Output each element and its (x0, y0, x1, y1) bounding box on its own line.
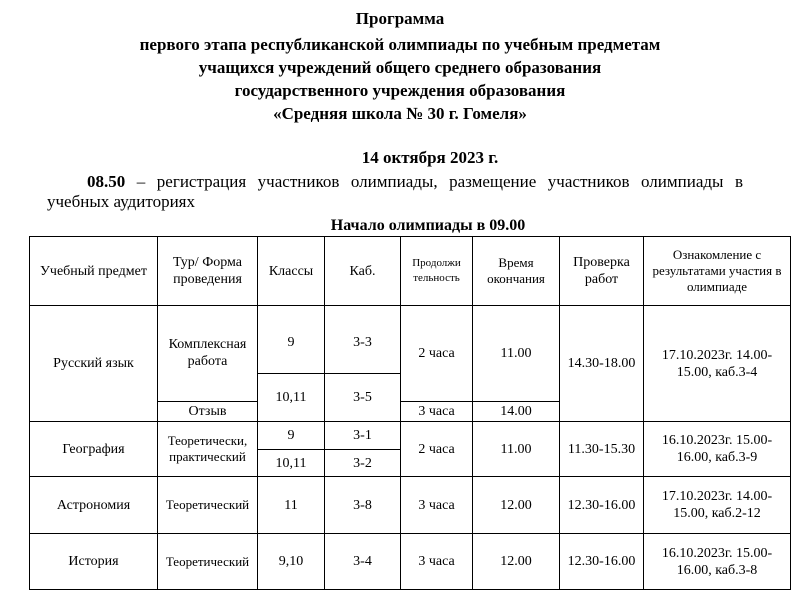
form-history: Теоретический (158, 534, 258, 590)
classes-astronomy: 11 (258, 477, 325, 534)
review-geography: 16.10.2023г. 15.00-16.00, каб.3-9 (644, 422, 791, 477)
header-end-time: Время окончания (473, 237, 560, 306)
duration-astronomy: 3 часа (401, 477, 473, 534)
check-geography: 11.30-15.30 (560, 422, 644, 477)
check-astronomy: 12.30-16.00 (560, 477, 644, 534)
start-note: Начало олимпиады в 09.00 (330, 217, 526, 234)
header-form: Тур/ Форма проведения (158, 237, 258, 306)
table-header-row (30, 237, 791, 306)
subject-geography: География (30, 422, 158, 477)
end-russian-b: 14.00 (473, 402, 560, 422)
duration-russian-a: 2 часа (401, 306, 473, 402)
title-line-4: государственного учреждения образования (234, 81, 566, 100)
header-room: Каб. (325, 237, 401, 306)
registration-text: – регистрация участников олимпиады, размещение участников олимпиады в учебных аудиториях (47, 172, 743, 211)
header-duration: Продолжи тельность (401, 237, 473, 306)
room-history: 3-4 (325, 534, 401, 590)
header-check: Проверка работ (560, 237, 644, 306)
schedule-table (29, 236, 791, 590)
subject-history: История (30, 534, 158, 590)
registration-time: 08.50 (87, 172, 126, 191)
title-line-1: Программа (355, 9, 445, 28)
classes-geography-a: 9 (258, 422, 325, 450)
form-russian-b: Отзыв (158, 402, 258, 422)
form-geography: Теоретически, практический (158, 422, 258, 477)
table-row (30, 306, 791, 374)
table-row (30, 477, 791, 534)
review-history: 16.10.2023г. 15.00-16.00, каб.3-8 (644, 534, 791, 590)
registration-note (47, 172, 743, 212)
room-russian-b: 3-5 (325, 374, 401, 422)
header-review: Ознакомление с результатами участия в олимпиаде (644, 237, 791, 306)
check-russian: 14.30-18.00 (560, 306, 644, 422)
header-subject: Учебный предмет (30, 237, 158, 306)
end-geography: 11.00 (473, 422, 560, 477)
end-russian-a: 11.00 (473, 306, 560, 402)
title-line-2: первого этапа республиканской олимпиады по учебным предметам (139, 35, 661, 54)
review-russian: 17.10.2023г. 14.00-15.00, каб.3-4 (644, 306, 791, 422)
room-geography-b: 3-2 (325, 450, 401, 477)
form-astronomy: Теоретический (158, 477, 258, 534)
review-astronomy: 17.10.2023г. 14.00-15.00, каб.2-12 (644, 477, 791, 534)
classes-russian-b: 10,11 (258, 374, 325, 422)
room-geography-a: 3-1 (325, 422, 401, 450)
end-astronomy: 12.00 (473, 477, 560, 534)
table-row (30, 422, 791, 450)
end-history: 12.00 (473, 534, 560, 590)
table-row (30, 534, 791, 590)
classes-geography-b: 10,11 (258, 450, 325, 477)
room-russian-a: 3-3 (325, 306, 401, 374)
duration-russian-b: 3 часа (401, 402, 473, 422)
duration-history: 3 часа (401, 534, 473, 590)
title-line-3: учащихся учреждений общего среднего образования (198, 58, 602, 77)
duration-geography: 2 часа (401, 422, 473, 477)
olympiad-date: 14 октября 2023 г. (361, 148, 499, 167)
subject-russian: Русский язык (30, 306, 158, 422)
title-line-5: «Средняя школа № 30 г. Гомеля» (273, 104, 527, 123)
classes-russian-a: 9 (258, 306, 325, 374)
header-classes: Классы (258, 237, 325, 306)
room-astronomy: 3-8 (325, 477, 401, 534)
check-history: 12.30-16.00 (560, 534, 644, 590)
form-russian: Комплексная работа (158, 306, 258, 402)
classes-history: 9,10 (258, 534, 325, 590)
subject-astronomy: Астрономия (30, 477, 158, 534)
